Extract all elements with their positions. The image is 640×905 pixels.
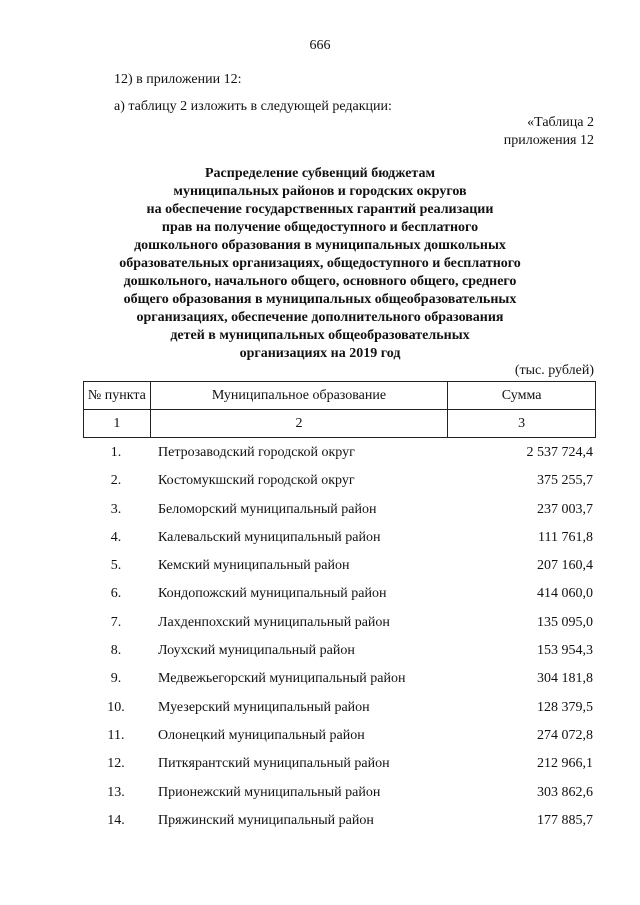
table-row: [83, 724, 596, 752]
row-municipality: Кемский муниципальный район: [158, 558, 350, 574]
row-number: 5.: [110, 558, 122, 574]
table-row: [83, 667, 596, 695]
row-municipality: Прионежский муниципальный район: [158, 784, 381, 800]
row-amount: 207 160,4: [537, 558, 593, 574]
table-row: [83, 441, 596, 469]
row-number: 4.: [110, 529, 122, 545]
row-amount: 375 255,7: [537, 473, 593, 489]
row-municipality: Питкярантский муниципальный район: [158, 756, 390, 772]
row-municipality: Кондопожский муниципальный район: [158, 586, 387, 602]
row-number: 8.: [110, 643, 122, 659]
column-number-3: 3: [448, 410, 596, 438]
row-municipality: Медвежьегорский муниципальный район: [158, 671, 406, 687]
row-amount: 414 060,0: [537, 586, 593, 602]
row-municipality: Муезерский муниципальный район: [158, 699, 370, 715]
row-amount: 303 862,6: [537, 784, 593, 800]
row-number: 2.: [110, 473, 122, 489]
row-municipality: Лоухский муниципальный район: [158, 643, 355, 659]
row-municipality: Костомукшский городской округ: [158, 473, 355, 489]
title-line: организациях, обеспечение дополнительного образования: [136, 310, 504, 325]
title-line: дошкольного, начального общего, основного общего, среднего: [123, 274, 517, 289]
document-title: [100, 165, 540, 363]
row-amount: 177 885,7: [537, 812, 593, 828]
row-municipality: Калевальский муниципальный район: [158, 529, 381, 545]
table-reference-line-1: «Таблица 2: [527, 115, 594, 130]
title-line: муниципальных районов и городских округов: [173, 184, 467, 199]
table-row: [83, 469, 596, 497]
row-amount: 2 537 724,4: [526, 445, 593, 460]
intro-line-2: а) таблицу 2 изложить в следующей редакции:: [114, 99, 392, 114]
table-row: [83, 554, 596, 582]
row-amount: 111 761,8: [538, 529, 593, 545]
title-line: прав на получение общедоступного и бесплатного: [161, 220, 479, 235]
row-amount: 153 954,3: [537, 643, 593, 659]
title-line: образовательных организациях, общедоступного и бесплатного: [119, 256, 521, 271]
row-municipality: Лахденпохский муниципальный район: [158, 614, 390, 630]
row-municipality: Олонецкий муниципальный район: [158, 727, 365, 743]
table-column-numbers-row: [84, 410, 596, 438]
title-line: общего образования в муниципальных общеобразовательных: [123, 292, 517, 307]
table-row: [83, 526, 596, 554]
units-label: (тыс. рублей): [514, 363, 594, 378]
table-row: [83, 498, 596, 526]
title-line: организациях на 2019 год: [239, 346, 401, 361]
row-number: 6.: [110, 586, 122, 602]
page-number: 666: [309, 38, 331, 53]
table-row: [83, 809, 596, 837]
row-municipality: Пряжинский муниципальный район: [158, 812, 374, 828]
row-amount: 212 966,1: [537, 756, 593, 772]
row-number: 11.: [107, 727, 125, 743]
header-item-number: № пункта: [84, 382, 151, 410]
table-header: [83, 381, 596, 438]
table-body: [83, 441, 596, 837]
row-municipality: Петрозаводский городской округ: [158, 445, 355, 460]
table-row: [83, 781, 596, 809]
header-amount: Сумма: [448, 382, 596, 410]
row-number: 12.: [107, 756, 125, 772]
intro-line-1: 12) в приложении 12:: [114, 72, 242, 87]
column-number-1: 1: [84, 410, 151, 438]
row-number: 9.: [110, 671, 122, 687]
row-number: 10.: [107, 699, 125, 715]
row-amount: 237 003,7: [537, 501, 593, 517]
row-municipality: Беломорский муниципальный район: [158, 501, 377, 517]
table-row: [83, 696, 596, 724]
row-amount: 274 072,8: [537, 727, 593, 743]
table-header-row: [84, 382, 596, 410]
row-amount: 304 181,8: [537, 671, 593, 687]
row-amount: 135 095,0: [537, 614, 593, 630]
title-line: дошкольного образования в муниципальных дошкольных: [134, 238, 506, 253]
title-line: детей в муниципальных общеобразовательных: [170, 328, 470, 343]
table-row: [83, 639, 596, 667]
table-row: [83, 611, 596, 639]
title-line: на обеспечение государственных гарантий реализации: [146, 202, 494, 217]
header-municipality: Муниципальное образование: [150, 382, 448, 410]
column-number-2: 2: [150, 410, 448, 438]
title-line: Распределение субвенций бюджетам: [205, 166, 435, 181]
row-amount: 128 379,5: [537, 699, 593, 715]
row-number: 14.: [107, 812, 125, 828]
row-number: 7.: [110, 614, 122, 630]
row-number: 13.: [107, 784, 125, 800]
row-number: 1.: [110, 445, 122, 460]
table-row: [83, 752, 596, 780]
table-row: [83, 582, 596, 610]
row-number: 3.: [110, 501, 122, 517]
table-reference-line-2: приложения 12: [503, 133, 594, 148]
